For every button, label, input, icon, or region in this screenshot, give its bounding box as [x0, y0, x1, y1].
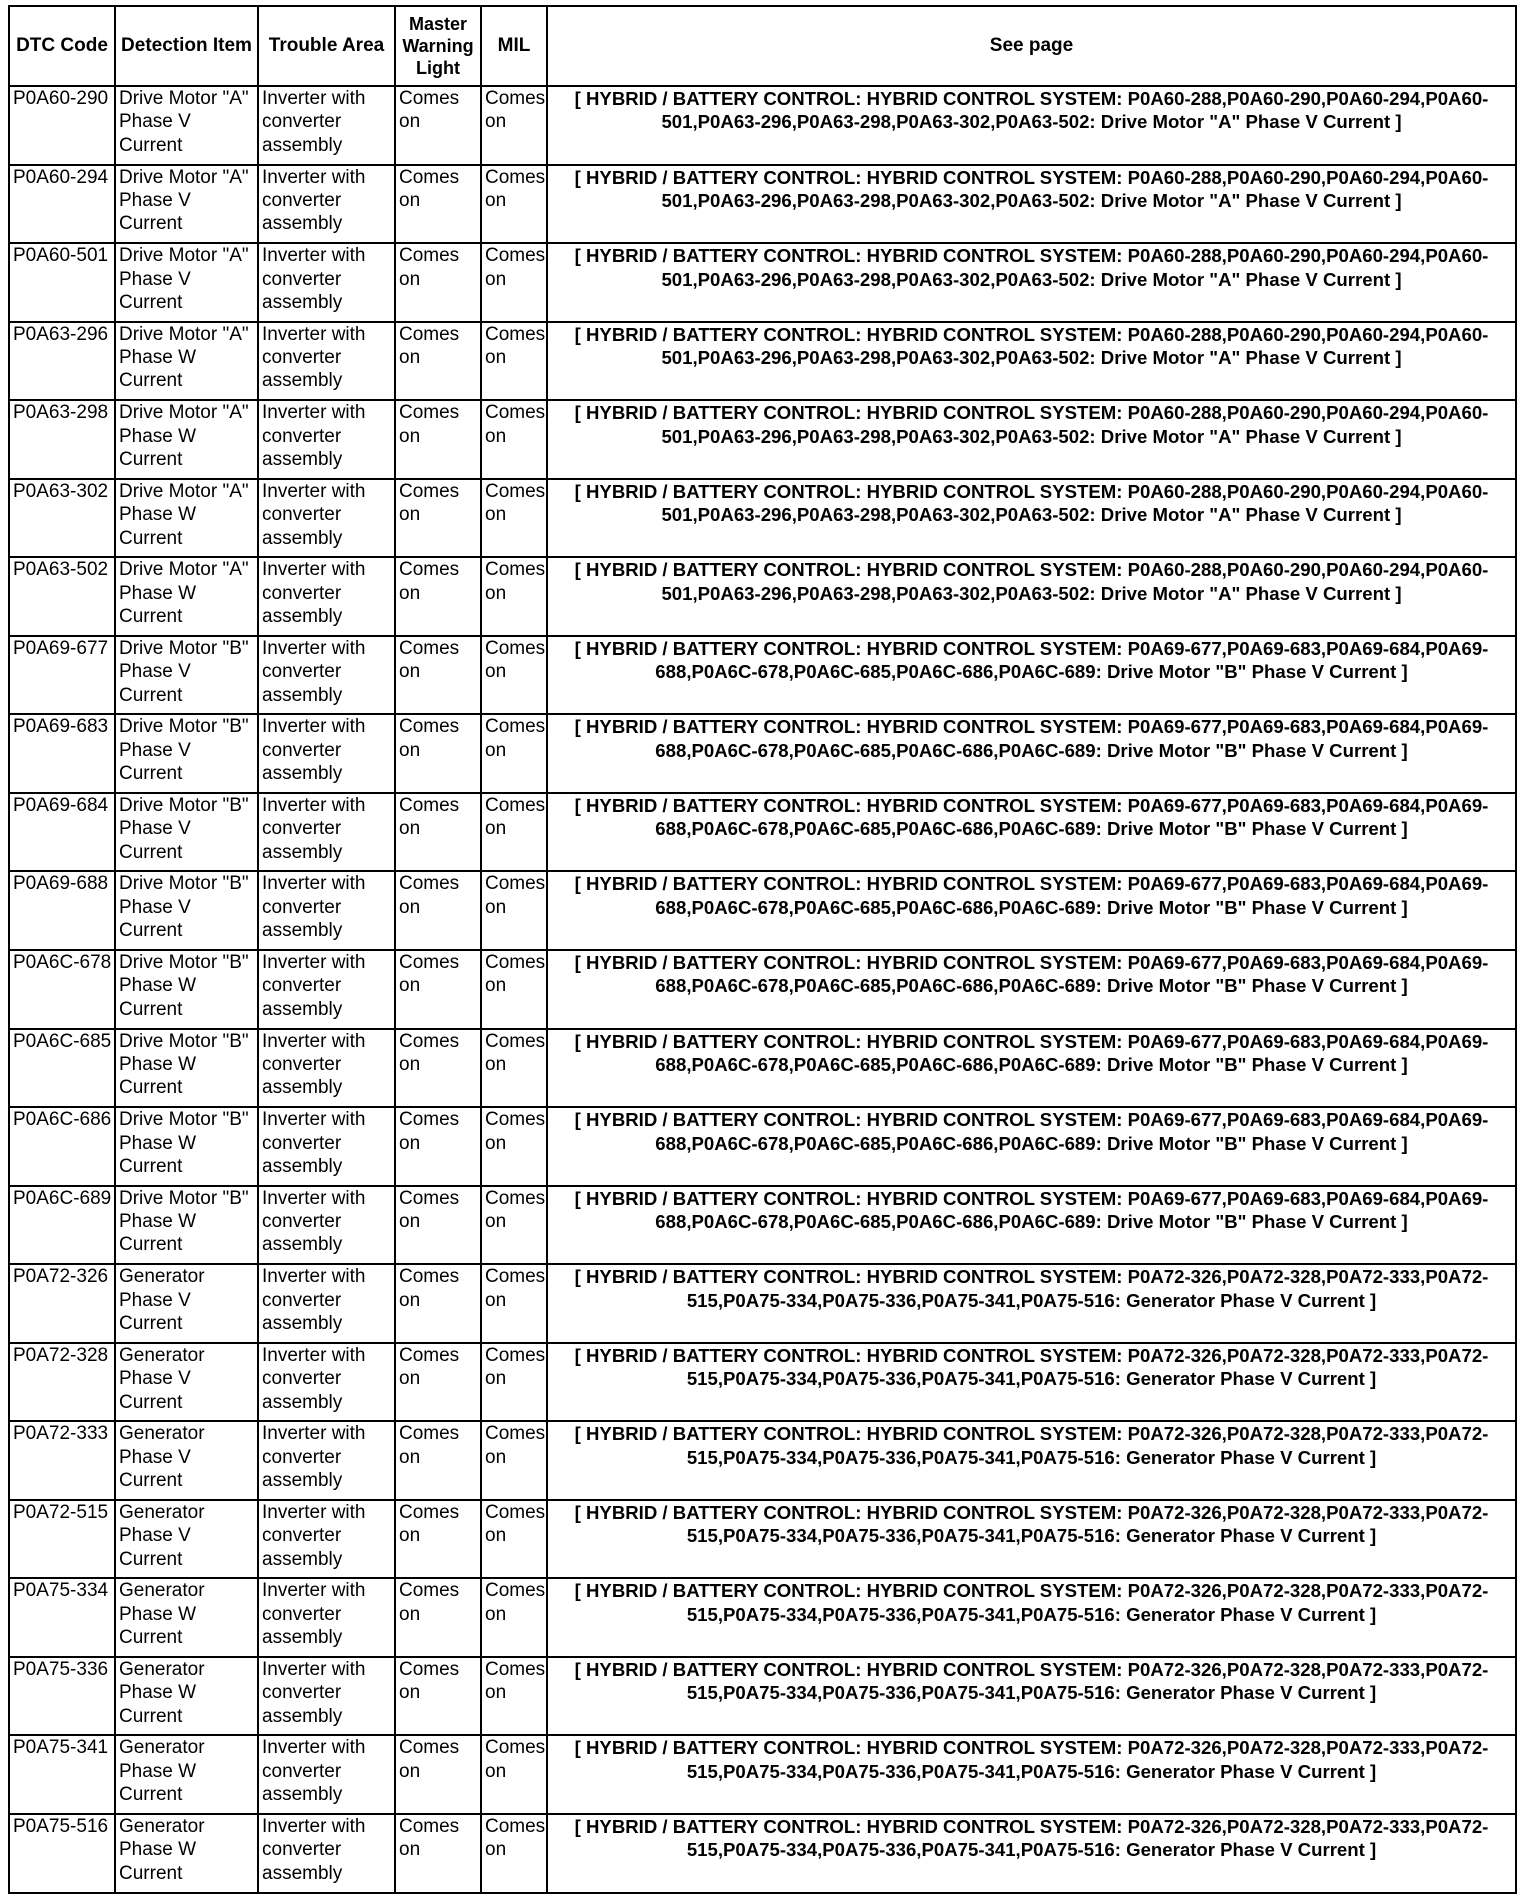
header-dtc-code: DTC Code — [9, 6, 115, 86]
master-warning-cell: Comes on — [395, 557, 481, 636]
trouble-area-cell: Inverter with converter assembly — [258, 1500, 395, 1579]
table-row — [9, 557, 1516, 636]
master-warning-cell: Comes on — [395, 400, 481, 479]
see-page-link[interactable]: [ HYBRID / BATTERY CONTROL: HYBRID CONTROL SYSTEM: P0A69-677,P0A69-683,P0A69-684,P0A69-688,P0A6C-678,P0A6C-685,P0A6C-686,P0A6C-689: Drive Motor "B" Phase V Current ] — [547, 1029, 1516, 1108]
master-warning-cell: Comes on — [395, 479, 481, 558]
dtc-code-cell: P0A63-298 — [9, 400, 115, 479]
mil-cell: Comes on — [481, 793, 547, 872]
mil-cell: Comes on — [481, 1343, 547, 1422]
master-warning-cell: Comes on — [395, 1264, 481, 1343]
detection-item-cell: Drive Motor "B" Phase V Current — [115, 793, 258, 872]
trouble-area-cell: Inverter with converter assembly — [258, 714, 395, 793]
detection-item-cell: Generator Phase W Current — [115, 1735, 258, 1814]
mil-cell: Comes on — [481, 1186, 547, 1265]
dtc-code-cell: P0A69-684 — [9, 793, 115, 872]
table-row — [9, 479, 1516, 558]
trouble-area-cell: Inverter with converter assembly — [258, 1264, 395, 1343]
table-body — [9, 86, 1516, 1893]
dtc-code-cell: P0A63-296 — [9, 322, 115, 401]
see-page-link[interactable]: [ HYBRID / BATTERY CONTROL: HYBRID CONTROL SYSTEM: P0A69-677,P0A69-683,P0A69-684,P0A69-688,P0A6C-678,P0A6C-685,P0A6C-686,P0A6C-689: Drive Motor "B" Phase V Current ] — [547, 871, 1516, 950]
trouble-area-cell: Inverter with converter assembly — [258, 793, 395, 872]
trouble-area-cell: Inverter with converter assembly — [258, 165, 395, 244]
table-row — [9, 1657, 1516, 1736]
trouble-area-cell: Inverter with converter assembly — [258, 1029, 395, 1108]
master-warning-cell: Comes on — [395, 1107, 481, 1186]
detection-item-cell: Drive Motor "B" Phase V Current — [115, 714, 258, 793]
dtc-code-cell: P0A60-290 — [9, 86, 115, 165]
table-row — [9, 636, 1516, 715]
table-row — [9, 1735, 1516, 1814]
dtc-code-cell: P0A69-688 — [9, 871, 115, 950]
dtc-code-cell: P0A72-333 — [9, 1421, 115, 1500]
see-page-link[interactable]: [ HYBRID / BATTERY CONTROL: HYBRID CONTROL SYSTEM: P0A72-326,P0A72-328,P0A72-333,P0A72-515,P0A75-334,P0A75-336,P0A75-341,P0A75-516: Generator Phase V Current ] — [547, 1657, 1516, 1736]
see-page-link[interactable]: [ HYBRID / BATTERY CONTROL: HYBRID CONTROL SYSTEM: P0A72-326,P0A72-328,P0A72-333,P0A72-515,P0A75-334,P0A75-336,P0A75-341,P0A75-516: Generator Phase V Current ] — [547, 1735, 1516, 1814]
dtc-code-cell: P0A75-336 — [9, 1657, 115, 1736]
dtc-code-cell: P0A75-516 — [9, 1814, 115, 1893]
see-page-link[interactable]: [ HYBRID / BATTERY CONTROL: HYBRID CONTROL SYSTEM: P0A60-288,P0A60-290,P0A60-294,P0A60-501,P0A63-296,P0A63-298,P0A63-302,P0A63-502: Drive Motor "A" Phase V Current ] — [547, 243, 1516, 322]
master-warning-cell: Comes on — [395, 86, 481, 165]
trouble-area-cell: Inverter with converter assembly — [258, 636, 395, 715]
master-warning-cell: Comes on — [395, 1029, 481, 1108]
see-page-link[interactable]: [ HYBRID / BATTERY CONTROL: HYBRID CONTROL SYSTEM: P0A72-326,P0A72-328,P0A72-333,P0A72-515,P0A75-334,P0A75-336,P0A75-341,P0A75-516: Generator Phase V Current ] — [547, 1421, 1516, 1500]
table-row — [9, 1029, 1516, 1108]
master-warning-cell: Comes on — [395, 871, 481, 950]
table-row — [9, 400, 1516, 479]
dtc-code-cell: P0A63-302 — [9, 479, 115, 558]
table-row — [9, 86, 1516, 165]
master-warning-cell: Comes on — [395, 243, 481, 322]
trouble-area-cell: Inverter with converter assembly — [258, 871, 395, 950]
trouble-area-cell: Inverter with converter assembly — [258, 86, 395, 165]
see-page-link[interactable]: [ HYBRID / BATTERY CONTROL: HYBRID CONTROL SYSTEM: P0A69-677,P0A69-683,P0A69-684,P0A69-688,P0A6C-678,P0A6C-685,P0A6C-686,P0A6C-689: Drive Motor "B" Phase V Current ] — [547, 950, 1516, 1029]
see-page-link[interactable]: [ HYBRID / BATTERY CONTROL: HYBRID CONTROL SYSTEM: P0A69-677,P0A69-683,P0A69-684,P0A69-688,P0A6C-678,P0A6C-685,P0A6C-686,P0A6C-689: Drive Motor "B" Phase V Current ] — [547, 1107, 1516, 1186]
dtc-code-cell: P0A6C-686 — [9, 1107, 115, 1186]
trouble-area-cell: Inverter with converter assembly — [258, 1107, 395, 1186]
dtc-code-cell: P0A69-683 — [9, 714, 115, 793]
mil-cell: Comes on — [481, 243, 547, 322]
master-warning-cell: Comes on — [395, 1578, 481, 1657]
master-warning-cell: Comes on — [395, 636, 481, 715]
dtc-code-cell: P0A63-502 — [9, 557, 115, 636]
detection-item-cell: Drive Motor "B" Phase W Current — [115, 1107, 258, 1186]
mil-cell: Comes on — [481, 1814, 547, 1893]
master-warning-cell: Comes on — [395, 165, 481, 244]
trouble-area-cell: Inverter with converter assembly — [258, 1735, 395, 1814]
master-warning-cell: Comes on — [395, 1186, 481, 1265]
detection-item-cell: Drive Motor "B" Phase W Current — [115, 1186, 258, 1265]
table-row — [9, 714, 1516, 793]
header-detection-item: Detection Item — [115, 6, 258, 86]
mil-cell: Comes on — [481, 1578, 547, 1657]
master-warning-cell: Comes on — [395, 1421, 481, 1500]
table-row — [9, 243, 1516, 322]
table-row — [9, 165, 1516, 244]
see-page-link[interactable]: [ HYBRID / BATTERY CONTROL: HYBRID CONTROL SYSTEM: P0A72-326,P0A72-328,P0A72-333,P0A72-515,P0A75-334,P0A75-336,P0A75-341,P0A75-516: Generator Phase V Current ] — [547, 1814, 1516, 1893]
dtc-code-cell: P0A72-326 — [9, 1264, 115, 1343]
detection-item-cell: Drive Motor "A" Phase W Current — [115, 322, 258, 401]
trouble-area-cell: Inverter with converter assembly — [258, 1578, 395, 1657]
detection-item-cell: Drive Motor "B" Phase W Current — [115, 1029, 258, 1108]
dtc-code-cell: P0A75-334 — [9, 1578, 115, 1657]
table-row — [9, 1343, 1516, 1422]
trouble-area-cell: Inverter with converter assembly — [258, 1814, 395, 1893]
dtc-code-cell: P0A60-501 — [9, 243, 115, 322]
detection-item-cell: Drive Motor "A" Phase W Current — [115, 557, 258, 636]
see-page-link[interactable]: [ HYBRID / BATTERY CONTROL: HYBRID CONTROL SYSTEM: P0A60-288,P0A60-290,P0A60-294,P0A60-501,P0A63-296,P0A63-298,P0A63-302,P0A63-502: Drive Motor "A" Phase V Current ] — [547, 557, 1516, 636]
see-page-link[interactable]: [ HYBRID / BATTERY CONTROL: HYBRID CONTROL SYSTEM: P0A72-326,P0A72-328,P0A72-333,P0A72-515,P0A75-334,P0A75-336,P0A75-341,P0A75-516: Generator Phase V Current ] — [547, 1578, 1516, 1657]
see-page-link[interactable]: [ HYBRID / BATTERY CONTROL: HYBRID CONTROL SYSTEM: P0A60-288,P0A60-290,P0A60-294,P0A60-501,P0A63-296,P0A63-298,P0A63-302,P0A63-502: Drive Motor "A" Phase V Current ] — [547, 479, 1516, 558]
see-page-link[interactable]: [ HYBRID / BATTERY CONTROL: HYBRID CONTROL SYSTEM: P0A69-677,P0A69-683,P0A69-684,P0A69-688,P0A6C-678,P0A6C-685,P0A6C-686,P0A6C-689: Drive Motor "B" Phase V Current ] — [547, 1186, 1516, 1265]
mil-cell: Comes on — [481, 86, 547, 165]
mil-cell: Comes on — [481, 400, 547, 479]
mil-cell: Comes on — [481, 1107, 547, 1186]
see-page-link[interactable]: [ HYBRID / BATTERY CONTROL: HYBRID CONTROL SYSTEM: P0A60-288,P0A60-290,P0A60-294,P0A60-501,P0A63-296,P0A63-298,P0A63-302,P0A63-502: Drive Motor "A" Phase V Current ] — [547, 322, 1516, 401]
table-row — [9, 1186, 1516, 1265]
detection-item-cell: Generator Phase V Current — [115, 1500, 258, 1579]
see-page-link[interactable]: [ HYBRID / BATTERY CONTROL: HYBRID CONTROL SYSTEM: P0A69-677,P0A69-683,P0A69-684,P0A69-688,P0A6C-678,P0A6C-685,P0A6C-686,P0A6C-689: Drive Motor "B" Phase V Current ] — [547, 793, 1516, 872]
master-warning-cell: Comes on — [395, 950, 481, 1029]
mil-cell: Comes on — [481, 1657, 547, 1736]
master-warning-cell: Comes on — [395, 1657, 481, 1736]
detection-item-cell: Generator Phase V Current — [115, 1343, 258, 1422]
trouble-area-cell: Inverter with converter assembly — [258, 400, 395, 479]
table-header-row — [9, 6, 1516, 86]
mil-cell: Comes on — [481, 714, 547, 793]
detection-item-cell: Generator Phase V Current — [115, 1264, 258, 1343]
trouble-area-cell: Inverter with converter assembly — [258, 243, 395, 322]
detection-item-cell: Drive Motor "A" Phase W Current — [115, 400, 258, 479]
mil-cell: Comes on — [481, 950, 547, 1029]
detection-item-cell: Drive Motor "B" Phase V Current — [115, 636, 258, 715]
dtc-table-container — [8, 5, 1515, 1894]
detection-item-cell: Drive Motor "A" Phase V Current — [115, 243, 258, 322]
detection-item-cell: Generator Phase W Current — [115, 1578, 258, 1657]
see-page-link[interactable]: [ HYBRID / BATTERY CONTROL: HYBRID CONTROL SYSTEM: P0A69-677,P0A69-683,P0A69-684,P0A69-688,P0A6C-678,P0A6C-685,P0A6C-686,P0A6C-689: Drive Motor "B" Phase V Current ] — [547, 636, 1516, 715]
detection-item-cell: Generator Phase W Current — [115, 1814, 258, 1893]
detection-item-cell: Drive Motor "A" Phase W Current — [115, 479, 258, 558]
master-warning-cell: Comes on — [395, 1814, 481, 1893]
see-page-link[interactable]: [ HYBRID / BATTERY CONTROL: HYBRID CONTROL SYSTEM: P0A72-326,P0A72-328,P0A72-333,P0A72-515,P0A75-334,P0A75-336,P0A75-341,P0A75-516: Generator Phase V Current ] — [547, 1343, 1516, 1422]
mil-cell: Comes on — [481, 1500, 547, 1579]
header-mil: MIL — [481, 6, 547, 86]
mil-cell: Comes on — [481, 165, 547, 244]
detection-item-cell: Drive Motor "A" Phase V Current — [115, 165, 258, 244]
dtc-code-cell: P0A6C-678 — [9, 950, 115, 1029]
mil-cell: Comes on — [481, 636, 547, 715]
table-row — [9, 1107, 1516, 1186]
detection-item-cell: Drive Motor "A" Phase V Current — [115, 86, 258, 165]
detection-item-cell: Generator Phase W Current — [115, 1657, 258, 1736]
trouble-area-cell: Inverter with converter assembly — [258, 1657, 395, 1736]
dtc-code-cell: P0A72-328 — [9, 1343, 115, 1422]
master-warning-cell: Comes on — [395, 1735, 481, 1814]
mil-cell: Comes on — [481, 1735, 547, 1814]
see-page-link[interactable]: [ HYBRID / BATTERY CONTROL: HYBRID CONTROL SYSTEM: P0A72-326,P0A72-328,P0A72-333,P0A72-515,P0A75-334,P0A75-336,P0A75-341,P0A75-516: Generator Phase V Current ] — [547, 1264, 1516, 1343]
trouble-area-cell: Inverter with converter assembly — [258, 1343, 395, 1422]
table-row — [9, 1421, 1516, 1500]
mil-cell: Comes on — [481, 322, 547, 401]
table-row — [9, 322, 1516, 401]
table-row — [9, 1264, 1516, 1343]
dtc-code-cell: P0A6C-685 — [9, 1029, 115, 1108]
table-row — [9, 950, 1516, 1029]
trouble-area-cell: Inverter with converter assembly — [258, 950, 395, 1029]
dtc-code-cell: P0A72-515 — [9, 1500, 115, 1579]
table-row — [9, 1500, 1516, 1579]
dtc-code-cell: P0A75-341 — [9, 1735, 115, 1814]
see-page-link[interactable]: [ HYBRID / BATTERY CONTROL: HYBRID CONTROL SYSTEM: P0A69-677,P0A69-683,P0A69-684,P0A69-688,P0A6C-678,P0A6C-685,P0A6C-686,P0A6C-689: Drive Motor "B" Phase V Current ] — [547, 714, 1516, 793]
see-page-link[interactable]: [ HYBRID / BATTERY CONTROL: HYBRID CONTROL SYSTEM: P0A60-288,P0A60-290,P0A60-294,P0A60-501,P0A63-296,P0A63-298,P0A63-302,P0A63-502: Drive Motor "A" Phase V Current ] — [547, 400, 1516, 479]
header-master-warning-light: Master Warning Light — [395, 6, 481, 86]
mil-cell: Comes on — [481, 1264, 547, 1343]
master-warning-cell: Comes on — [395, 793, 481, 872]
detection-item-cell: Drive Motor "B" Phase W Current — [115, 950, 258, 1029]
master-warning-cell: Comes on — [395, 1500, 481, 1579]
master-warning-cell: Comes on — [395, 714, 481, 793]
dtc-code-cell: P0A60-294 — [9, 165, 115, 244]
mil-cell: Comes on — [481, 871, 547, 950]
table-row — [9, 1578, 1516, 1657]
dtc-code-cell: P0A69-677 — [9, 636, 115, 715]
trouble-area-cell: Inverter with converter assembly — [258, 1186, 395, 1265]
table-row — [9, 871, 1516, 950]
trouble-area-cell: Inverter with converter assembly — [258, 1421, 395, 1500]
dtc-table — [8, 5, 1517, 1894]
detection-item-cell: Drive Motor "B" Phase V Current — [115, 871, 258, 950]
detection-item-cell: Generator Phase V Current — [115, 1421, 258, 1500]
table-row — [9, 793, 1516, 872]
table-row — [9, 1814, 1516, 1893]
see-page-link[interactable]: [ HYBRID / BATTERY CONTROL: HYBRID CONTROL SYSTEM: P0A60-288,P0A60-290,P0A60-294,P0A60-501,P0A63-296,P0A63-298,P0A63-302,P0A63-502: Drive Motor "A" Phase V Current ] — [547, 165, 1516, 244]
mil-cell: Comes on — [481, 479, 547, 558]
header-trouble-area: Trouble Area — [258, 6, 395, 86]
mil-cell: Comes on — [481, 557, 547, 636]
master-warning-cell: Comes on — [395, 1343, 481, 1422]
header-see-page: See page — [547, 6, 1516, 86]
see-page-link[interactable]: [ HYBRID / BATTERY CONTROL: HYBRID CONTROL SYSTEM: P0A72-326,P0A72-328,P0A72-333,P0A72-515,P0A75-334,P0A75-336,P0A75-341,P0A75-516: Generator Phase V Current ] — [547, 1500, 1516, 1579]
mil-cell: Comes on — [481, 1029, 547, 1108]
dtc-code-cell: P0A6C-689 — [9, 1186, 115, 1265]
mil-cell: Comes on — [481, 1421, 547, 1500]
trouble-area-cell: Inverter with converter assembly — [258, 479, 395, 558]
master-warning-cell: Comes on — [395, 322, 481, 401]
see-page-link[interactable]: [ HYBRID / BATTERY CONTROL: HYBRID CONTROL SYSTEM: P0A60-288,P0A60-290,P0A60-294,P0A60-501,P0A63-296,P0A63-298,P0A63-302,P0A63-502: Drive Motor "A" Phase V Current ] — [547, 86, 1516, 165]
trouble-area-cell: Inverter with converter assembly — [258, 557, 395, 636]
trouble-area-cell: Inverter with converter assembly — [258, 322, 395, 401]
